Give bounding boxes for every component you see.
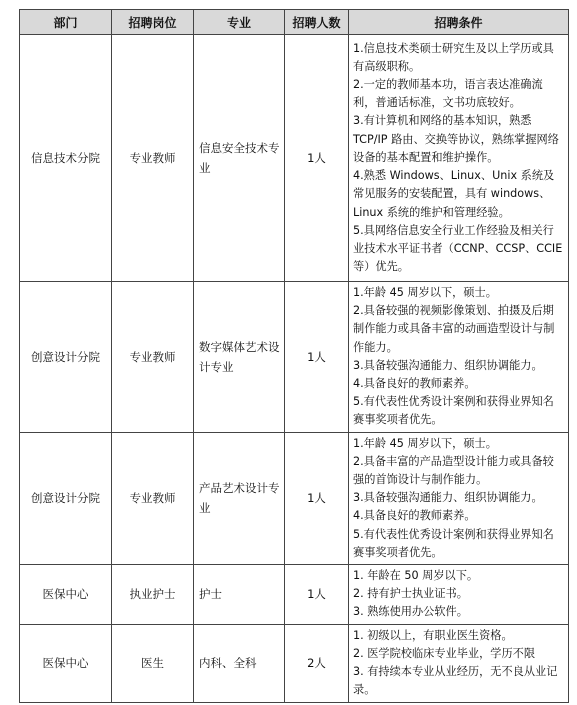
condition-item: 5.有代表性优秀设计案例和获得业界知名赛事奖项者优先。 bbox=[353, 527, 554, 559]
conditions-cell bbox=[349, 35, 569, 282]
condition-item: 2.一定的教师基本功，语言表达准确流利，普通话标准，文书功底较好。 bbox=[353, 78, 543, 110]
condition-item: 5.具网络信息安全行业工作经验及相关行业技术水平证书者（CCNP、CCSP、CCIE等）优先。 bbox=[353, 223, 563, 274]
position-cell: 专业教师 bbox=[112, 432, 194, 564]
header-major: 专业 bbox=[194, 10, 285, 35]
condition-item: 4.具备良好的教师素养。 bbox=[353, 377, 476, 391]
condition-item: 2.具备丰富的产品造型设计能力或具备较强的首饰设计与制作能力。 bbox=[353, 454, 554, 487]
table-row bbox=[20, 35, 569, 282]
dept-cell: 创意设计分院 bbox=[20, 432, 112, 564]
condition-item: 3.有计算机和网络的基本知识，熟悉TCP/IP 路由、交换等协议，熟练掌握网络设备的基本配置和维护操作。 bbox=[353, 114, 559, 164]
count-cell: 1人 bbox=[285, 282, 349, 433]
header-dept: 部门 bbox=[20, 10, 112, 35]
condition-item: 4.具备良好的教师素养。 bbox=[353, 509, 476, 523]
condition-item: 2.具备较强的视频影像策划、拍摄及后期制作能力或具备丰富的动画造型设计与制作能力。 bbox=[353, 304, 555, 354]
condition-item: 5.有代表性优秀设计案例和获得业界知名赛事奖项者优先。 bbox=[353, 395, 554, 427]
conditions-cell bbox=[349, 624, 569, 702]
table-row bbox=[20, 624, 569, 702]
major-cell: 信息安全技术专业 bbox=[194, 35, 285, 282]
condition-item: 2. 持有护士执业证书。 bbox=[353, 587, 468, 601]
major-cell: 护士 bbox=[194, 565, 285, 625]
header-position: 招聘岗位 bbox=[112, 10, 194, 35]
header-conditions: 招聘条件 bbox=[349, 10, 569, 35]
table-row bbox=[20, 282, 569, 433]
condition-item: 2. 医学院校临床专业毕业，学历不限 bbox=[353, 646, 536, 660]
condition-item: 4.熟悉 Windows、Linux、Unix 系统及常见服务的安装配置，具有 windows、Linux 系统的维护和管理经验。 bbox=[353, 169, 555, 219]
condition-item: 1.年龄 45 周岁以下，硕士。 bbox=[353, 286, 497, 299]
conditions-cell bbox=[349, 282, 569, 433]
dept-cell: 医保中心 bbox=[20, 565, 112, 625]
condition-item: 3.具备较强沟通能力、组织协调能力。 bbox=[353, 358, 543, 372]
condition-item: 1.年龄 45 周岁以下，硕士。 bbox=[353, 436, 497, 450]
condition-item: 3. 有持续本专业从业经历，无不良从业记录。 bbox=[353, 665, 558, 697]
recruitment-table bbox=[19, 9, 569, 703]
conditions-cell bbox=[349, 432, 569, 564]
conditions-cell bbox=[349, 565, 569, 625]
condition-item: 3. 熟练使用办公软件。 bbox=[353, 605, 468, 619]
header-count: 招聘人数 bbox=[285, 10, 349, 35]
count-cell: 1人 bbox=[285, 565, 349, 625]
position-cell: 专业教师 bbox=[112, 282, 194, 433]
table-row bbox=[20, 432, 569, 564]
major-cell: 内科、全科 bbox=[194, 624, 285, 702]
dept-cell: 创意设计分院 bbox=[20, 282, 112, 433]
condition-item: 1. 年龄在 50 周岁以下。 bbox=[353, 569, 479, 583]
table-row bbox=[20, 565, 569, 625]
major-cell: 产品艺术设计专业 bbox=[194, 432, 285, 564]
count-cell: 1人 bbox=[285, 432, 349, 564]
condition-item: 1.信息技术类硕士研究生及以上学历或具有高级职称。 bbox=[353, 41, 554, 73]
header-row bbox=[20, 10, 569, 35]
dept-cell: 信息技术分院 bbox=[20, 35, 112, 282]
position-cell: 执业护士 bbox=[112, 565, 194, 625]
condition-item: 3.具备较强沟通能力、组织协调能力。 bbox=[353, 491, 543, 505]
dept-cell: 医保中心 bbox=[20, 624, 112, 702]
position-cell: 医生 bbox=[112, 624, 194, 702]
count-cell: 1人 bbox=[285, 35, 349, 282]
count-cell: 2人 bbox=[285, 624, 349, 702]
major-cell: 数字媒体艺术设计专业 bbox=[194, 282, 285, 433]
condition-item: 1. 初级以上，有职业医生资格。 bbox=[353, 628, 513, 642]
position-cell: 专业教师 bbox=[112, 35, 194, 282]
